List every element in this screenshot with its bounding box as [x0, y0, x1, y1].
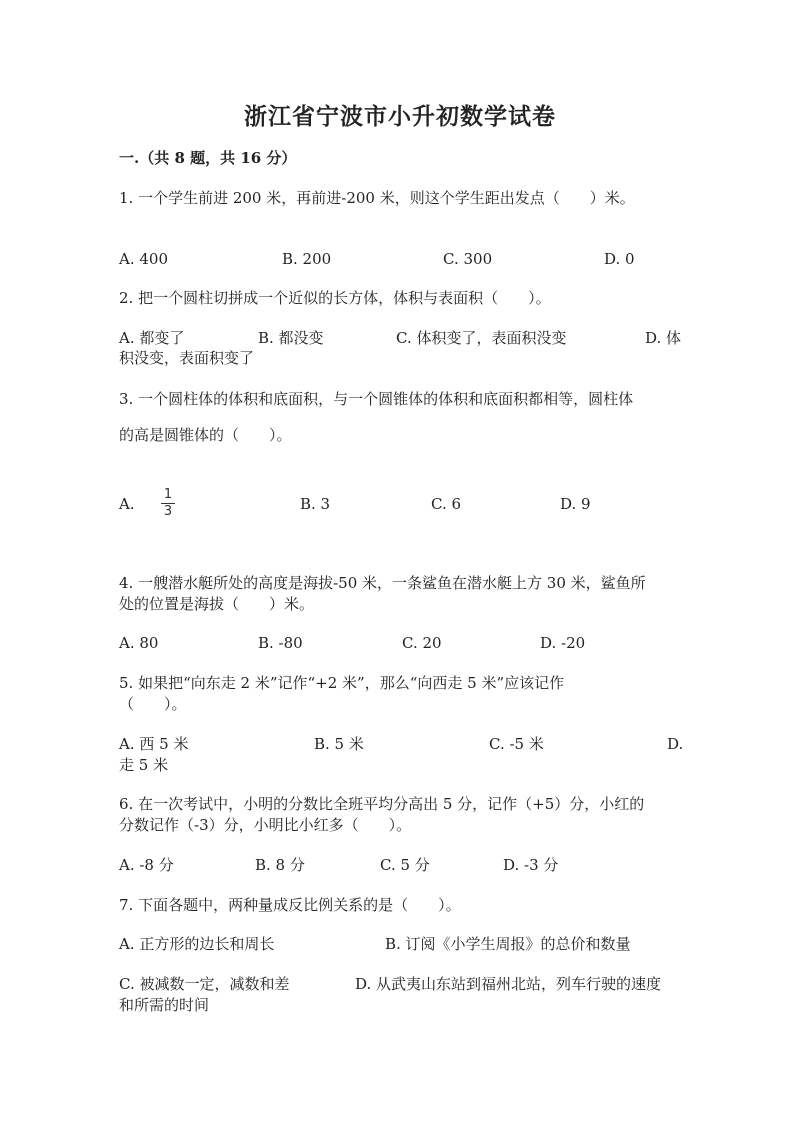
question-7-option-d: D. 从武夷山东站到福州北站，列车行驶的速度 [355, 975, 662, 993]
question-2-option-b: B. 都没变 [258, 329, 324, 347]
question-3-stem-line1: 3. 一个圆柱体的体积和底面积，与一个圆锥体的体积和底面积都相等，圆柱体 [119, 390, 634, 408]
question-6-stem-line1: 6. 在一次考试中，小明的分数比全班平均分高出 5 分，记作（+5）分，小红的 [119, 795, 645, 813]
question-5-stem-line2: （ ）。 [119, 695, 187, 713]
question-5-option-d-continued: 走 5 米 [119, 756, 169, 774]
question-6-option-b: B. 8 分 [255, 856, 305, 874]
question-7-stem: 7. 下面各题中，两种量成反比例关系的是（ ）。 [119, 896, 461, 914]
question-4-option-a: A. 80 [119, 634, 159, 652]
question-5-option-d: D. [667, 735, 684, 753]
question-1-option-a: A. 400 [119, 250, 168, 268]
question-7-option-b: B. 订阅《小学生周报》的总价和数量 [385, 935, 631, 953]
question-4-option-c: C. 20 [402, 634, 442, 652]
question-2-option-d-continued: 积没变，表面积变了 [119, 349, 255, 367]
question-2-option-c: C. 体积变了，表面积没变 [396, 329, 567, 347]
question-7-option-a: A. 正方形的边长和周长 [119, 935, 275, 953]
question-6-stem-line2: 分数记作（-3）分，小明比小红多（ ）。 [119, 816, 412, 834]
question-4-stem-line1: 4. 一艘潜水艇所处的高度是海拔-50 米，一条鲨鱼在潜水艇上方 30 米，鲨鱼所 [119, 574, 646, 592]
question-3-stem-line2: 的高是圆锥体的（ ）。 [119, 426, 292, 444]
question-1-option-b: B. 200 [282, 250, 332, 268]
question-1-option-d: D. 0 [604, 250, 635, 268]
question-3-option-c: C. 6 [431, 495, 462, 513]
question-2-option-a: A. 都变了 [119, 329, 185, 347]
question-2-option-d: D. 体 [645, 329, 682, 347]
question-5-option-b: B. 5 米 [314, 735, 364, 753]
question-7-option-d-continued: 和所需的时间 [119, 996, 210, 1014]
question-4-stem-line2: 处的位置是海拔（ ）米。 [119, 595, 315, 613]
page-title: 浙江省宁波市小升初数学试卷 [244, 103, 556, 130]
question-4-option-d: D. -20 [540, 634, 586, 652]
fraction-denominator: 3 [163, 504, 173, 519]
question-6-option-a: A. -8 分 [119, 856, 174, 874]
question-6-option-c: C. 5 分 [380, 856, 430, 874]
question-6-option-d: D. -3 分 [503, 856, 559, 874]
question-3-option-a-fraction [159, 488, 177, 519]
question-5-option-a: A. 西 5 米 [119, 735, 189, 753]
question-4-option-b: B. -80 [258, 634, 303, 652]
question-3-option-b: B. 3 [300, 495, 331, 513]
question-7-option-c: C. 被减数一定，减数和差 [119, 975, 290, 993]
question-2-stem: 2. 把一个圆柱切拼成一个近似的长方体，体积与表面积（ ）。 [119, 289, 551, 307]
section-heading: 一.（共 8 题，共 16 分） [119, 149, 297, 167]
question-1-stem: 1. 一个学生前进 200 米，再前进-200 米，则这个学生距出发点（ ）米。 [119, 189, 635, 207]
question-1-option-c: C. 300 [443, 250, 493, 268]
question-3-option-d: D. 9 [560, 495, 591, 513]
question-5-stem-line1: 5. 如果把“向东走 2 米”记作“+2 米”，那么“向西走 5 米”应该记作 [119, 674, 565, 692]
fraction-numerator: 1 [163, 487, 173, 502]
question-5-option-c: C. -5 米 [489, 735, 544, 753]
question-3-option-a: A. [119, 495, 135, 513]
